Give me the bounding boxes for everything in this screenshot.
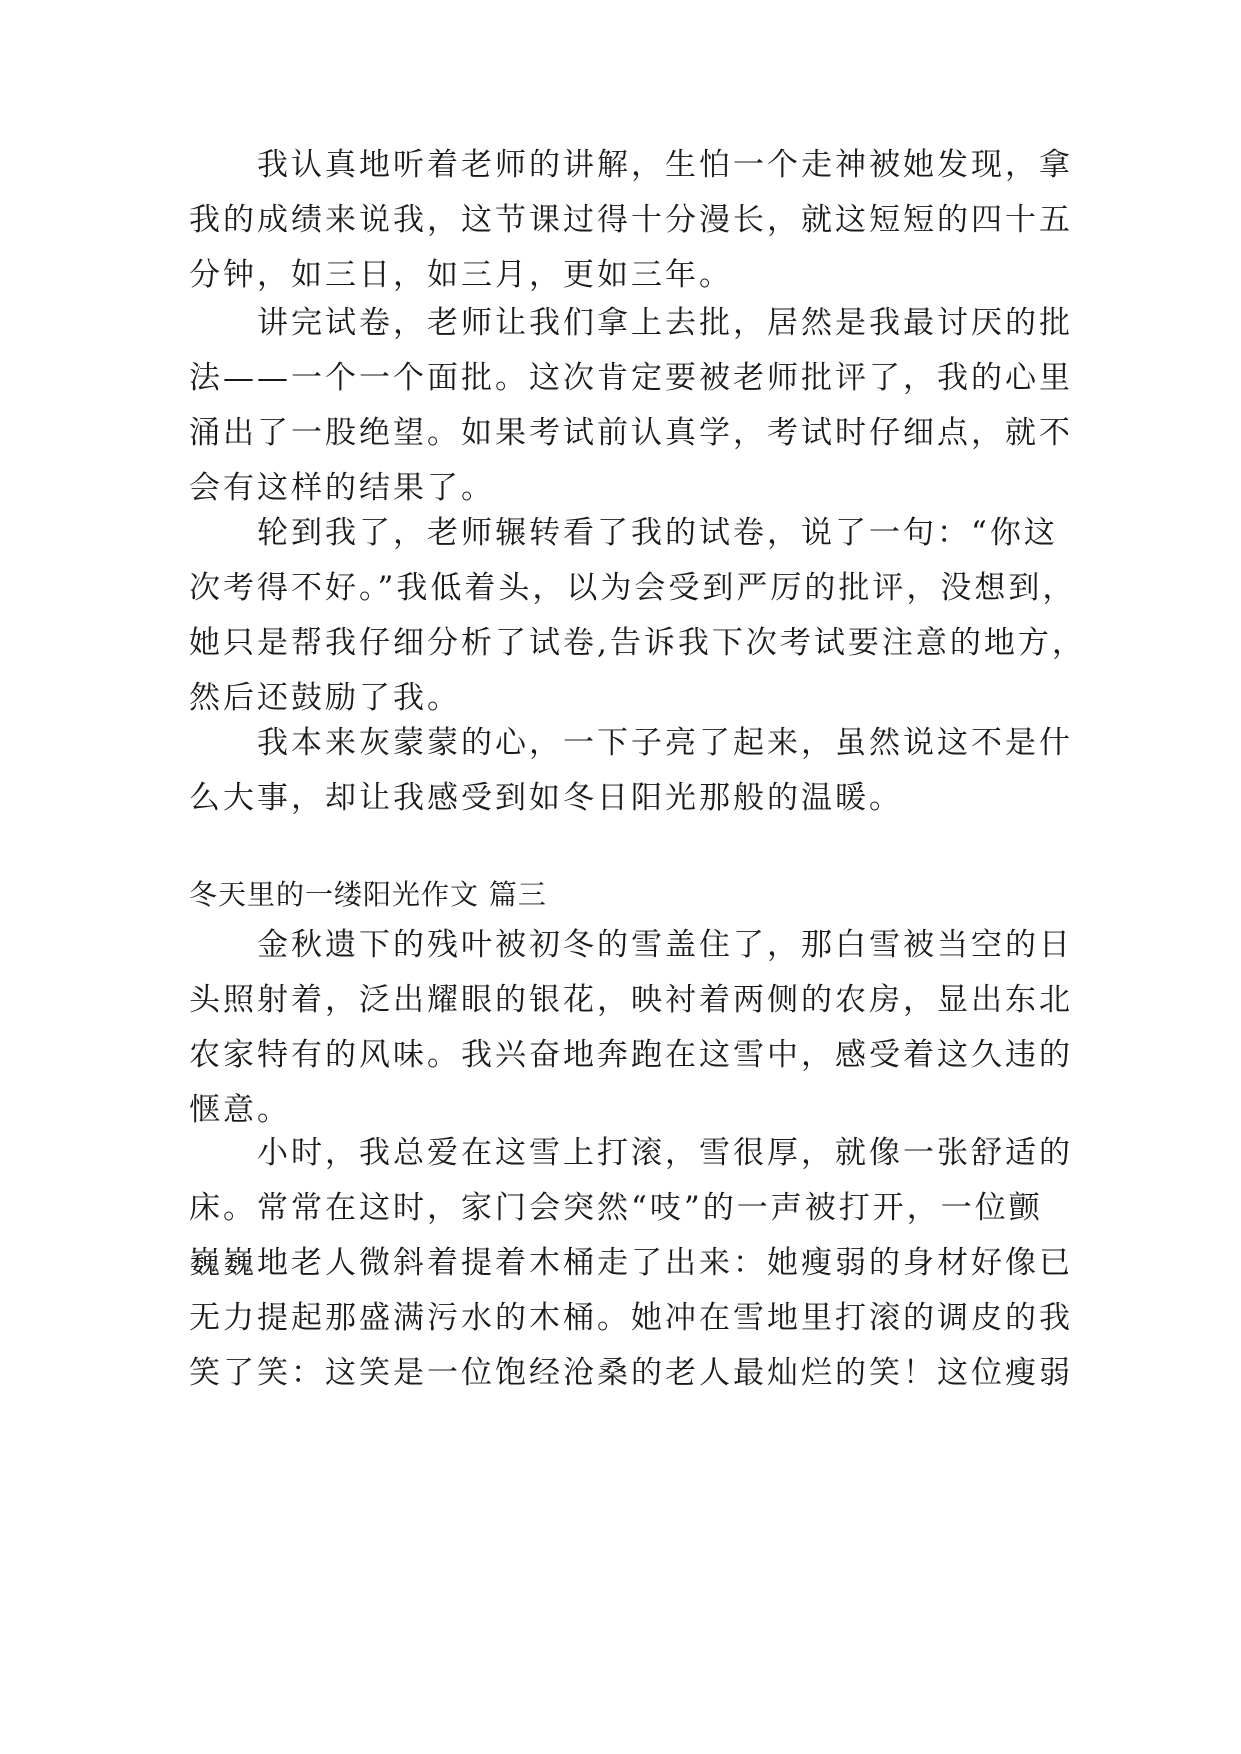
text-line: 农家特有的风味。我兴奋地奔跑在这雪中，感受着这久违的 bbox=[189, 1037, 1073, 1073]
text-line: 头照射着，泛出耀眼的银花，映衬着两侧的农房，显出东北 bbox=[189, 982, 1073, 1018]
section-heading: 冬天里的一缕阳光作文 篇三 bbox=[189, 878, 547, 911]
text-line: 我认真地听着老师的讲解，生怕一个走神被她发现，拿 bbox=[257, 147, 1073, 183]
text-line: 次考得不好。”我低着头，以为会受到严厉的批评，没想到， bbox=[189, 570, 1077, 606]
text-line: 分钟，如三日，如三月，更如三年。 bbox=[189, 257, 733, 293]
text-line: 金秋遗下的残叶被初冬的雪盖住了，那白雪被当空的日 bbox=[257, 927, 1073, 963]
text-line: 我的成绩来说我，这节课过得十分漫长，就这短短的四十五 bbox=[189, 202, 1073, 238]
text-line: 床。常常在这时，家门会突然“吱”的一声被打开，一位颤 bbox=[189, 1190, 1043, 1226]
document-page bbox=[189, 0, 1086, 1754]
text-line: 巍巍地老人微斜着提着木桶走了出来：她瘦弱的身材好像已 bbox=[189, 1245, 1073, 1281]
text-line: 笑了笑：这笑是一位饱经沧桑的老人最灿烂的笑！这位瘦弱 bbox=[189, 1355, 1073, 1391]
text-line: 我本来灰蒙蒙的心，一下子亮了起来，虽然说这不是什 bbox=[257, 725, 1073, 761]
text-line: 无力提起那盛满污水的木桶。她冲在雪地里打滚的调皮的我 bbox=[189, 1300, 1073, 1336]
text-line: 涌出了一股绝望。如果考试前认真学，考试时仔细点，就不 bbox=[189, 415, 1073, 451]
text-line: 然后还鼓励了我。 bbox=[189, 680, 461, 716]
text-line: 惬意。 bbox=[189, 1092, 291, 1128]
text-line: 讲完试卷，老师让我们拿上去批，居然是我最讨厌的批 bbox=[257, 305, 1073, 341]
text-line: 轮到我了，老师辗转看了我的试卷，说了一句：“你这 bbox=[257, 515, 1058, 551]
text-line: 会有这样的结果了。 bbox=[189, 470, 495, 506]
text-line: 小时，我总爱在这雪上打滚，雪很厚，就像一张舒适的 bbox=[257, 1135, 1073, 1171]
text-line: 她只是帮我仔细分析了试卷,告诉我下次考试要注意的地方， bbox=[189, 625, 1086, 661]
text-line: 么大事，却让我感受到如冬日阳光那般的温暖。 bbox=[189, 780, 903, 816]
text-line: 法——一个一个面批。这次肯定要被老师批评了，我的心里 bbox=[189, 360, 1073, 396]
